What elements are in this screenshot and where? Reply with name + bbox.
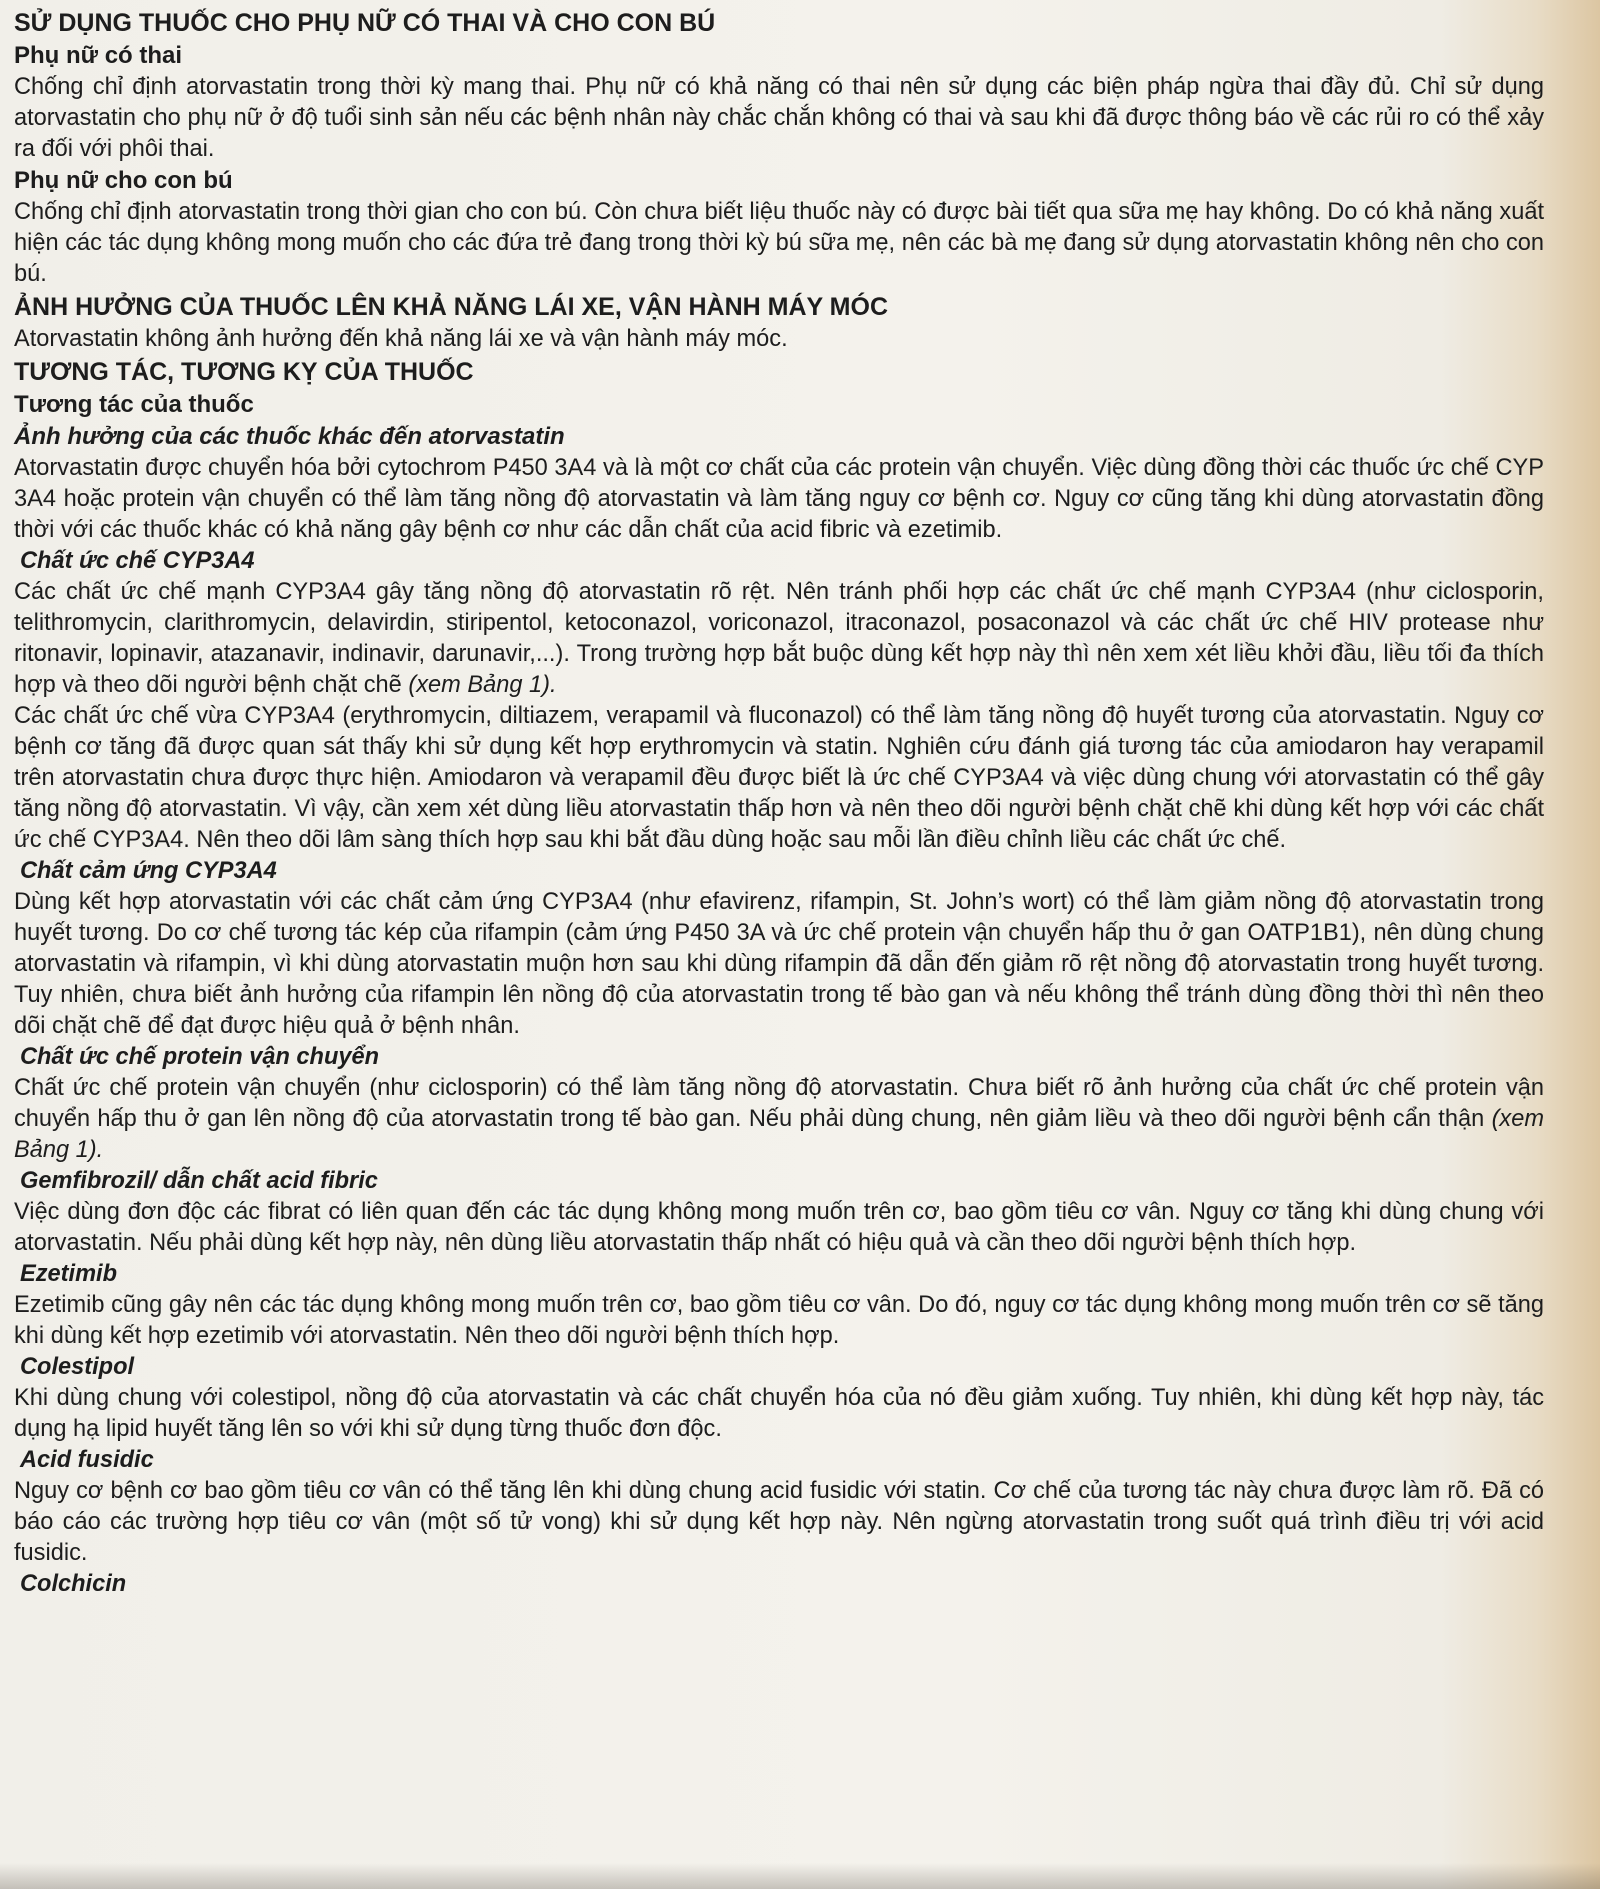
section-title-driving: ẢNH HƯỞNG CỦA THUỐC LÊN KHẢ NĂNG LÁI XE, VẬN HÀNH MÁY MÓC <box>14 293 889 321</box>
paragraph-transport-protein-inhibitors <box>14 1073 1544 1166</box>
text-transport-protein-inhibitors: Chất ức chế protein vận chuyển (như ciclosporin) có thể làm tăng nồng độ atorvastatin. Chưa biết rõ ảnh hưởng của chất ức chế protein vận chuyển hấp thu ở gan lên nồng độ của atorvastatin trong tế bào gan. Nếu phải dùng chung, nên giảm liều và theo dõi người bệnh cẩn thận <box>14 1075 1544 1132</box>
heading-ezetimib: Ezetimib <box>20 1261 118 1287</box>
document-body <box>14 6 1544 1600</box>
paragraph-cyp3a4-inducers: Dùng kết hợp atorvastatin với các chất cảm ứng CYP3A4 (như efavirenz, rifampin, St. John’s wort) có thể làm giảm nồng độ atorvastatin trong huyết tương. Do cơ chế tương tác kép của rifampin (cảm ứng P450 3A và ức chế protein vận chuyển hấp thu ở gan OATP1B1), nên dùng chung atorvastatin và rifampin, vì khi dùng atorvastatin muộn hơn sau khi dùng rifampin đã dẫn đến giảm rõ rệt nồng độ atorvastatin trong huyết tương. Tuy nhiên, chưa biết ảnh hưởng của rifampin lên nồng độ của atorvastatin trong tế bào gan và nếu không thể tránh dùng đồng thời thì nên theo dõi chặt chẽ để đạt được hiệu quả ở bệnh nhân. <box>14 889 1544 1039</box>
paragraph-breastfeeding-women: Chống chỉ định atorvastatin trong thời gian cho con bú. Còn chưa biết liệu thuốc này có được bài tiết qua sữa mẹ hay không. Do có khả năng xuất hiện các tác dụng không mong muốn cho các đứa trẻ đang trong thời kỳ bú sữa mẹ, nên các bà mẹ đang sử dụng atorvastatin không nên cho con bú. <box>14 199 1544 287</box>
heading-gemfibrozil: Gemfibrozil/ dẫn chất acid fibric <box>20 1168 378 1194</box>
paragraph-pregnant-women: Chống chỉ định atorvastatin trong thời kỳ mang thai. Phụ nữ có khả năng có thai nên sử dụng các biện pháp ngừa thai đầy đủ. Chỉ sử dụng atorvastatin cho phụ nữ ở độ tuổi sinh sản nếu các bệnh nhân này chắc chắn không có thai và sau khi đã được thông báo về các rủi ro có thể xảy ra đối với phôi thai. <box>14 74 1544 162</box>
paragraph-other-drugs-effect: Atorvastatin được chuyển hóa bởi cytochrom P450 3A4 và là một cơ chất của các protein vận chuyển. Việc dùng đồng thời các thuốc ức chế CYP 3A4 hoặc protein vận chuyển có thể làm tăng nồng độ atorvastatin và làm tăng nguy cơ bệnh cơ. Nguy cơ cũng tăng khi dùng atorvastatin đồng thời với các thuốc khác có khả năng gây bệnh cơ như các dẫn chất của acid fibric và ezetimib. <box>14 455 1544 543</box>
paragraph-ezetimib: Ezetimib cũng gây nên các tác dụng không mong muốn trên cơ, bao gồm tiêu cơ vân. Do đó, nguy cơ tác dụng không mong muốn trên cơ sẽ tăng khi dùng kết hợp ezetimib với atorvastatin. Nên theo dõi người bệnh thích hợp. <box>14 1292 1544 1349</box>
paragraph-fusidic-acid: Nguy cơ bệnh cơ bao gồm tiêu cơ vân có thể tăng lên khi dùng chung acid fusidic với statin. Cơ chế của tương tác này chưa được làm rõ. Đã có báo cáo các trường hợp tiêu cơ vân (một số tử vong) khi sử dụng kết hợp này. Nên ngừng atorvastatin trong suốt quá trình điều trị với acid fusidic. <box>14 1478 1544 1566</box>
heading-colestipol: Colestipol <box>20 1354 135 1380</box>
heading-colchicin: Colchicin <box>20 1571 127 1597</box>
heading-breastfeeding-women: Phụ nữ cho con bú <box>14 167 233 194</box>
paragraph-colestipol: Khi dùng chung với colestipol, nồng độ của atorvastatin và các chất chuyển hóa của nó đều giảm xuống. Tuy nhiên, khi dùng kết hợp này, tác dụng hạ lipid huyết tăng lên so với khi sử dụng từng thuốc đơn độc. <box>14 1385 1544 1442</box>
heading-other-drugs-effect: Ảnh hưởng của các thuốc khác đến atorvastatin <box>14 423 565 450</box>
section-title-pregnancy: SỬ DỤNG THUỐC CHO PHỤ NỮ CÓ THAI VÀ CHO CON BÚ <box>14 9 716 37</box>
page-bottom-shadow <box>0 1863 1600 1889</box>
section-title-interactions: TƯƠNG TÁC, TƯƠNG KỴ CỦA THUỐC <box>14 358 474 386</box>
heading-cyp3a4-inducers: Chất cảm ứng CYP3A4 <box>20 858 277 884</box>
paragraph-gemfibrozil: Việc dùng đơn độc các fibrat có liên quan đến các tác dụng không mong muốn trên cơ, bao gồm tiêu cơ vân. Nguy cơ tăng khi dùng chung với atorvastatin. Nếu phải dùng kết hợp này, nên dùng liều atorvastatin thấp nhất có hiệu quả và cần theo dõi người bệnh thích hợp. <box>14 1199 1544 1256</box>
heading-fusidic-acid: Acid fusidic <box>20 1447 154 1473</box>
table-reference: (xem Bảng 1). <box>14 1106 1544 1163</box>
paragraph-cyp3a4-strong-inhibitors <box>14 577 1544 701</box>
heading-transport-protein-inhibitors: Chất ức chế protein vận chuyển <box>20 1044 380 1070</box>
paragraph-driving: Atorvastatin không ảnh hưởng đến khả năng lái xe và vận hành máy móc. <box>14 326 788 352</box>
text-cyp3a4-strong-inhibitors: Các chất ức chế mạnh CYP3A4 gây tăng nồng độ atorvastatin rõ rệt. Nên tránh phối hợp các chất ức chế mạnh CYP3A4 (như ciclosporin, telithromycin, clarithromycin, delavirdin, stiripentol, ketoconazol, voriconazol, itraconazol, posaconazol và các chất ức chế HIV protease như ritonavir, lopinavir, atazanavir, indinavir, darunavir,...). Trong trường hợp bắt buộc dùng kết hợp này thì nên xem xét liều khởi đầu, liều tối đa thích hợp và theo dõi người bệnh chặt chẽ <box>14 579 1544 698</box>
table-reference: (xem Bảng 1). <box>408 672 557 698</box>
heading-drug-interactions: Tương tác của thuốc <box>14 391 254 418</box>
heading-pregnant-women: Phụ nữ có thai <box>14 42 183 69</box>
heading-cyp3a4-inhibitors: Chất ức chế CYP3A4 <box>20 548 255 574</box>
paragraph-cyp3a4-moderate-inhibitors: Các chất ức chế vừa CYP3A4 (erythromycin, diltiazem, verapamil và fluconazol) có thể làm tăng nồng độ huyết tương của atorvastatin. Nguy cơ bệnh cơ tăng đã được quan sát thấy khi sử dụng kết hợp erythromycin và statin. Nghiên cứu đánh giá tương tác của amiodaron hay verapamil trên atorvastatin chưa được thực hiện. Amiodaron và verapamil đều được biết là ức chế CYP3A4 và việc dùng chung với atorvastatin có thể gây tăng nồng độ atorvastatin. Vì vậy, cần xem xét dùng liều atorvastatin thấp hơn và nên theo dõi người bệnh chặt chẽ khi dùng kết hợp với các chất ức chế CYP3A4. Nên theo dõi lâm sàng thích hợp sau khi bắt đầu dùng hoặc sau mỗi lần điều chỉnh liều các chất ức chế. <box>14 703 1544 853</box>
